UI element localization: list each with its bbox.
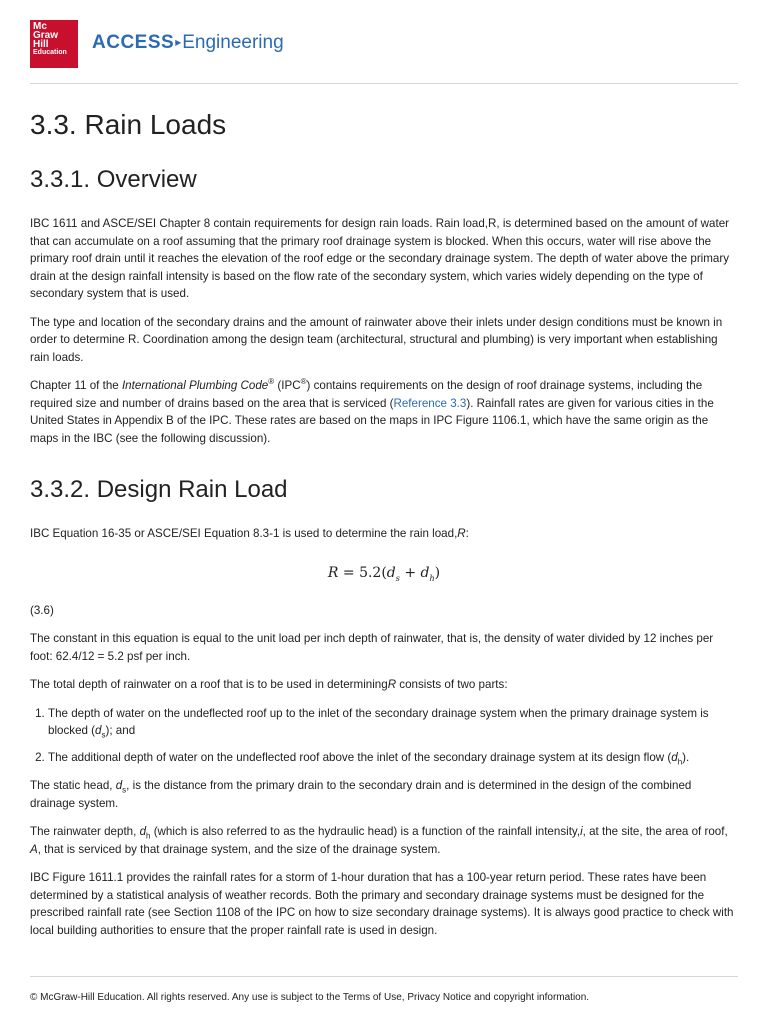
variable-a: A <box>30 842 38 856</box>
reference-link[interactable]: Reference 3.3 <box>393 396 467 410</box>
subscript-s: s <box>101 730 106 740</box>
overview-paragraph-1: IBC 1611 and ASCE/SEI Chapter 8 contain requirements for design rain loads. Rain load,R, is determined based on the amount of water that can accumulate on a roof assuming that the primary roof drainage system is blocked. When this occurs, water will rise above the primary roof drain until it reaches the elevation of the roof edge or the secondary drainage system. The depth of water above the primary drain at the design rainfall intensity is based on the flow rate of the secondary system, which varies widely depending on the type of secondary system that is used. <box>30 217 730 300</box>
registered-mark: ® <box>300 377 307 387</box>
text-span: ) contains requirements on the design of roof drainage systems, including the required size and number of drains based on the area that is serviced ( <box>30 379 703 410</box>
rainwater-depth-paragraph <box>30 823 738 858</box>
header-divider <box>30 83 738 84</box>
variable-r: R <box>387 678 397 691</box>
variable-r: R <box>457 527 466 540</box>
text-span: ). Rainfall rates are given for various cities in the United States in Appendix B of the IPC. These rates are based on the maps in IPC Figure 1106.1, which have the same origin as the maps in the IBC (see the following discussion). <box>30 396 714 445</box>
site-header <box>30 20 740 83</box>
text-span: The static head, <box>30 779 116 792</box>
eq-sub: s <box>395 573 400 583</box>
variable-d: d <box>115 779 123 792</box>
main-content <box>30 100 738 939</box>
copyright-footer: © McGraw-Hill Education. All rights reserved. Any use is subject to the Terms of Use, Privacy Notice and copyright information. <box>30 992 590 1003</box>
subscript-s: s <box>122 785 127 795</box>
constant-paragraph: The constant in this equation is equal to the unit load per inch depth of rainwater, that is, the density of water divided by 12 inches per foot: 62.4/12 = 5.2 psf per inch. <box>30 632 714 663</box>
variable-i: i <box>580 825 583 838</box>
total-depth-paragraph <box>30 676 738 694</box>
text-span: (IPC <box>274 379 301 392</box>
section-heading-overview: 3.3.1. Overview <box>30 166 197 193</box>
logo-line: Mc <box>33 21 47 32</box>
list-item <box>48 705 738 740</box>
text-span: The depth of water on the undeflected roof up to the inlet of the secondary drainage system when the primary drainage system is blocked ( <box>48 706 709 737</box>
static-head-paragraph <box>30 777 738 812</box>
text-span: (which is also referred to as the hydraulic head) is a function of the rainfall intensity, <box>150 825 581 838</box>
text-span: The rainwater depth, <box>30 825 140 838</box>
depth-parts-list <box>30 705 738 767</box>
text-span: consists of two parts: <box>396 678 508 691</box>
text-span: , that is serviced by that drainage system, and the size of the drainage system. <box>37 842 441 856</box>
ipc-title: International Plumbing Code <box>121 379 269 392</box>
overview-paragraph-3 <box>30 377 738 447</box>
variable-d: d <box>671 750 678 764</box>
subscript-h: h <box>146 831 151 841</box>
access-engineering-logo[interactable] <box>92 32 284 54</box>
text-span: ); and <box>105 724 136 737</box>
eq-sub: h <box>429 573 435 583</box>
text-span: IBC Equation 16-35 or ASCE/SEI Equation 8.3-1 is used to determine the rain load, <box>30 527 458 540</box>
brand-access-text: ACCESS <box>92 32 175 53</box>
eq-part: = 5.2( <box>338 564 387 581</box>
equation <box>30 565 738 581</box>
text-span: , at the site, the area of roof, <box>582 825 728 838</box>
eq-part: R <box>327 564 339 581</box>
registered-mark: ® <box>268 377 275 387</box>
variable-d: d <box>139 825 147 838</box>
text-span: : <box>465 527 469 540</box>
text-span: The additional depth of water on the undeflected roof above the inlet of the secondary drainage system at its design flow ( <box>48 750 672 764</box>
logo-line: Graw <box>33 30 59 41</box>
page-title: 3.3. Rain Loads <box>30 109 227 140</box>
brand-arrow-icon: ▸ <box>175 35 182 49</box>
overview-paragraph-2: The type and location of the secondary drains and the amount of rainwater above their inlets under design conditions must be known in order to determine R. Coordination among the design team (architectural, structural and plumbing) is very important when establishing rain loads. <box>30 315 723 364</box>
rainfall-rates-paragraph: IBC Figure 1611.1 provides the rainfall rates for a storm of 1-hour duration that has a 100-year return period. These rates have been determined by a statistical analysis of weather records. Both the primary and secondary drainage systems must be designed for the prescribed rainfall rate (see Section 1108 of the IPC on how to size secondary drainage systems). It is always good practice to check with local building authorities to ensure that the proper rainfall rate is used in design. <box>30 871 734 937</box>
text-span: , is the distance from the primary drain to the secondary drain and is determined in the design of the combined drainage system. <box>30 779 692 810</box>
text-span: Chapter 11 of the <box>30 379 122 392</box>
eq-part: ) <box>434 564 441 581</box>
list-item <box>48 749 738 767</box>
subscript-h: h <box>677 756 683 766</box>
eq-part: + <box>399 564 421 581</box>
eq-part: d <box>420 564 430 581</box>
footer-divider <box>30 976 738 977</box>
text-span: The total depth of rainwater on a roof that is to be used in determining <box>30 678 388 691</box>
brand-engineering-text: Engineering <box>182 32 284 53</box>
mcgraw-hill-logo[interactable] <box>30 20 78 68</box>
logo-line: Education <box>33 49 67 56</box>
variable-d: d <box>95 724 102 737</box>
eq-part: d <box>386 564 396 581</box>
design-intro <box>30 525 738 543</box>
equation-number: (3.6) <box>30 603 54 617</box>
section-heading-design-rain-load: 3.3.2. Design Rain Load <box>30 476 288 503</box>
text-span: ). <box>682 750 690 764</box>
logo-line: Hill <box>33 39 49 50</box>
